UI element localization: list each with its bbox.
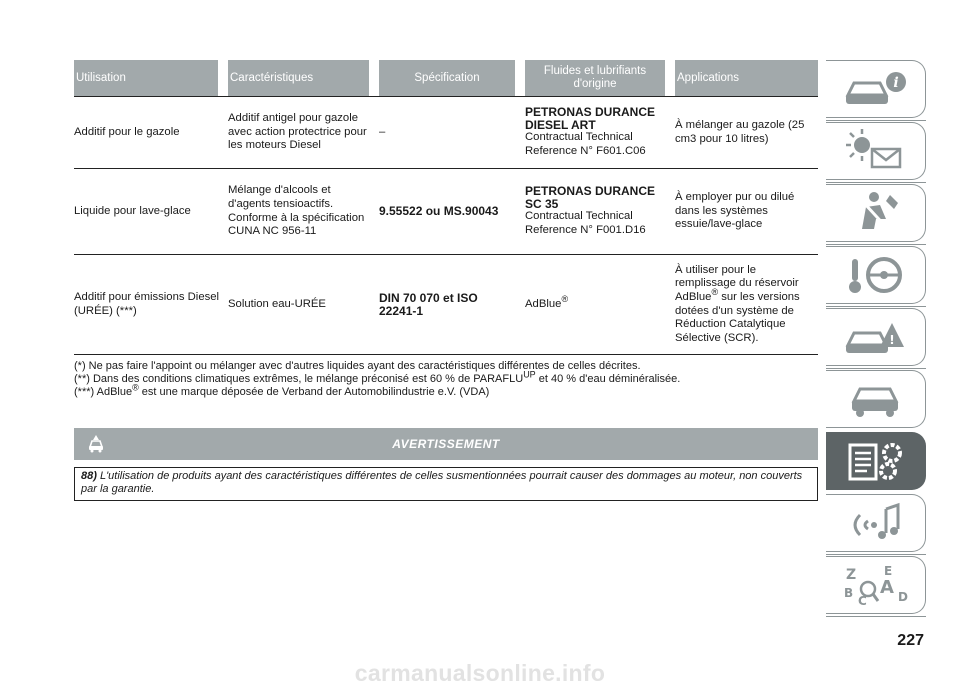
multimedia-icon	[840, 499, 912, 547]
header-caracteristiques: Caractéristiques	[228, 60, 379, 96]
header-utilisation: Utilisation	[74, 60, 228, 96]
cell-fluid-ref: Contractual Technical Reference N° F601.C06	[525, 131, 646, 157]
cell-application: À mélanger au gazole (25 cm3 pour 10 litres)	[675, 118, 805, 145]
seat-safety-icon	[840, 189, 912, 237]
cell-use: Additif pour le gazole	[74, 125, 180, 138]
cell-characteristics: Mélange d'alcools et d'agents tensioactifs. Conforme à la spécification CUNA NC 956-11	[228, 184, 365, 238]
header-specification: Spécification	[379, 60, 525, 96]
cell-fluid-name: AdBlue®	[525, 293, 569, 310]
cell-specification: –	[379, 125, 386, 138]
alphabetical-index-icon	[840, 561, 912, 609]
technical-data-document	[74, 60, 818, 501]
svg-text:C: C	[857, 594, 867, 608]
table-row	[74, 255, 818, 355]
warning-text: L'utilisation de produits ayant des caractéristiques différentes de celles susmentionnées pourrait causer des dommages au moteur, non couverts par la garantie.	[81, 470, 803, 495]
tab-starting-driving[interactable]	[826, 246, 926, 304]
cell-fluid-ref: Contractual Technical Reference N° F001.D16	[525, 210, 646, 236]
cell-fluid-name: PETRONAS DURANCE SC 35	[525, 184, 656, 211]
footnotes	[74, 360, 818, 399]
tab-emergency[interactable]	[826, 308, 926, 366]
table-row	[74, 96, 818, 169]
warning-text-box	[74, 467, 818, 501]
cell-characteristics: Additif antigel pour gazole avec action protectrice pour les moteurs Diesel	[228, 112, 367, 152]
header-fluides: Fluides et lubrifiants d'origine	[525, 60, 675, 96]
warning-title: AVERTISSEMENT	[392, 437, 500, 451]
tab-index[interactable]	[826, 556, 926, 614]
page-number: 227	[897, 632, 924, 649]
footnote-2: (**) Dans des conditions climatiques extrêmes, le mélange préconisé est 60 % de $PARAFLU^{UP}$ et 40 % d'eau déminéralisée.	[74, 369, 681, 385]
table-header	[74, 60, 818, 96]
table-row	[74, 169, 818, 255]
watermark: carmanualsonline.info	[354, 660, 606, 686]
key-steering-wheel-icon	[840, 251, 912, 299]
cell-use: Additif pour émissions Diesel (URÉE) (***)	[74, 290, 220, 317]
cell-application: À utiliser pour le remplissage du réservoir AdBlue® sur les versions dotées d'un système de Réduction Catalytique Sélective (SCR).	[675, 263, 800, 344]
tab-safety[interactable]	[826, 184, 926, 242]
svg-text:Z: Z	[845, 567, 856, 583]
cell-application: À employer pur ou dilué dans les systèmes essuie/lave-glace	[675, 191, 795, 231]
svg-text:D: D	[897, 590, 908, 604]
tab-car-info[interactable]	[826, 60, 926, 118]
car-warning-icon	[86, 434, 106, 454]
car-emergency-icon	[840, 313, 912, 361]
svg-text:B: B	[843, 586, 853, 600]
cell-characteristics: Solution eau-URÉE	[228, 297, 326, 310]
svg-text:E: E	[883, 564, 892, 578]
technical-data-icon	[840, 437, 912, 485]
svg-text:A: A	[879, 577, 894, 598]
svg-text:!: !	[888, 333, 895, 347]
car-maintenance-icon	[840, 375, 912, 423]
tab-technical-data[interactable]	[826, 432, 926, 490]
cell-use: Liquide pour lave-glace	[74, 204, 191, 217]
footnote-3: (***) AdBlue® est une marque déposée de Verband der Automobilindustrie e.V. (VDA)	[74, 382, 490, 398]
tab-multimedia[interactable]	[826, 494, 926, 552]
svg-text:i: i	[892, 75, 899, 91]
lights-message-icon	[840, 127, 912, 175]
tab-lights-messages[interactable]	[826, 122, 926, 180]
car-info-icon	[840, 65, 912, 113]
header-applications: Applications	[677, 71, 740, 84]
cell-fluid-name: PETRONAS DURANCE DIESEL ART	[525, 105, 656, 132]
footnote-1: (*) Ne pas faire l'appoint ou mélanger avec d'autres liquides ayant des caractéristiques différentes de celles décrites.	[74, 360, 641, 372]
warning-number: 88)	[81, 470, 97, 482]
warning-header	[74, 428, 818, 460]
table-body	[74, 96, 818, 355]
tab-maintenance[interactable]	[826, 370, 926, 428]
cell-specification: DIN 70 070 et ISO 22241-1	[379, 291, 478, 318]
cell-specification: 9.55522 ou MS.90043	[379, 204, 499, 219]
